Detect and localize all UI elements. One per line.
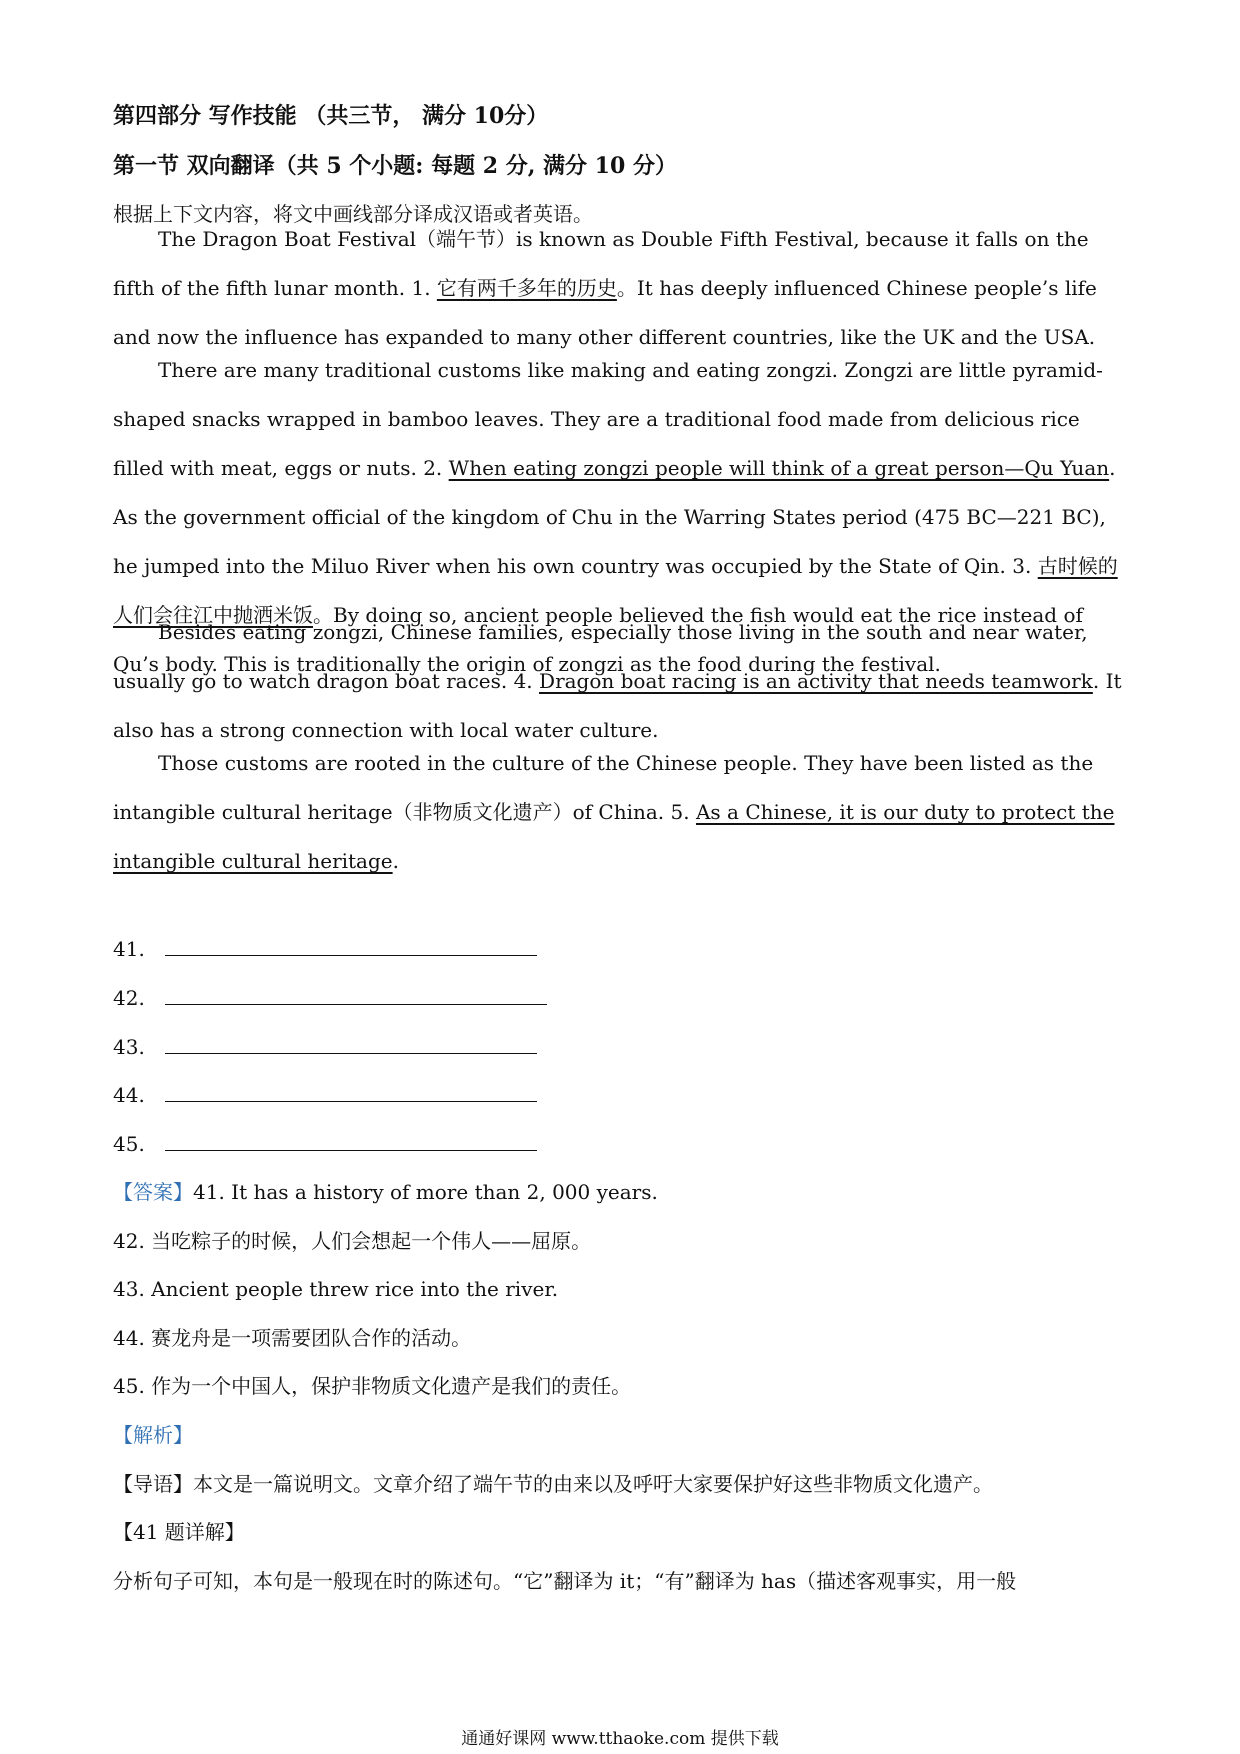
paragraph-2: There are many traditional customs like making and eating zongzi. Zongzi are little pyramid-shaped snacks wrapped in bamboo leaves. They are a traditional food made from delicious rice filled with meat, eggs or nuts. 2. When eating zongzi people will think of a great person—Qu Yuan. As the government official of the kingdom of Chu in the Warring States period (475 BC—221 BC), he jumped into the Miluo River when his own country was occupied by the State of Qin. 3. 古时候的人们会往江中抛洒米饭。By doing so, ancient people believed the fish would eat the rice instead of Qu’s body. This is traditionally the origin of zongzi as the food during the festival. bbox=[113, 358, 1118, 676]
blank-45: 45. bbox=[113, 1132, 537, 1156]
underlined-sentence-5: As a Chinese, it is our duty to protect the intangible cultural heritage bbox=[113, 800, 1115, 873]
blank-43: 43. bbox=[113, 1035, 537, 1059]
section-title: 第四部分 写作技能 （共三节， 满分 10分） bbox=[113, 103, 549, 129]
answer-line[interactable] bbox=[165, 986, 547, 1005]
answer-45: 45. 作为一个中国人，保护非物质文化遗产是我们的责任。 bbox=[113, 1374, 632, 1398]
answer-43: 43. Ancient people threw rice into the river. bbox=[113, 1277, 559, 1301]
underlined-sentence-3: 古时候的人们会往江中抛洒米饭 bbox=[113, 554, 1118, 627]
blank-41: 41. bbox=[113, 937, 537, 961]
paragraph-1: The Dragon Boat Festival（端午节）is known as Double Fifth Festival, because it falls on the fifth of the fifth lunar month. 1. 它有两千多年的历史。It has deeply influenced Chinese people’s life and now the influence has expanded to many other different countries, like the UK and the USA. bbox=[113, 227, 1097, 349]
analysis-tag: 【解析】 bbox=[113, 1423, 193, 1447]
q41-tag: 【41 题详解】 bbox=[113, 1520, 245, 1544]
answer-line[interactable] bbox=[165, 1035, 537, 1054]
answer-line[interactable] bbox=[165, 1083, 537, 1102]
sub-title: 第一节 双向翻译（共 5 个小题: 每题 2 分, 满分 10 分） bbox=[113, 153, 677, 179]
answer-line[interactable] bbox=[165, 1132, 537, 1151]
answer-41: 【答案】41. It has a history of more than 2, 000 years. bbox=[113, 1180, 658, 1204]
underlined-sentence-1: 它有两千多年的历史 bbox=[436, 276, 617, 300]
answer-44: 44. 赛龙舟是一项需要团队合作的活动。 bbox=[113, 1326, 472, 1350]
blank-44: 44. bbox=[113, 1083, 537, 1107]
underlined-sentence-2: When eating zongzi people will think of a great person—Qu Yuan bbox=[448, 456, 1110, 480]
paragraph-3: Besides eating zongzi, Chinese families, especially those living in the south and near water, usually go to watch dragon boat races. 4. Dragon boat racing is an activity that needs teamwork. It also has a strong connection with local water culture. bbox=[113, 620, 1122, 742]
blank-42: 42. bbox=[113, 986, 547, 1010]
guide-text: 【导语】本文是一篇说明文。文章介绍了端午节的由来以及呼吁大家要保护好这些非物质文化遗产。 bbox=[113, 1472, 993, 1496]
q41-detail: 分析句子可知，本句是一般现在时的陈述句。“它”翻译为 it；“有”翻译为 has（描述客观事实，用一般 bbox=[113, 1569, 1017, 1593]
instruction: 根据上下文内容，将文中画线部分译成汉语或者英语。 bbox=[113, 202, 593, 226]
answer-line[interactable] bbox=[165, 937, 537, 956]
page-footer: 通通好课网 www.tthaoke.com 提供下载 bbox=[461, 1729, 779, 1749]
answer-42: 42. 当吃粽子的时候，人们会想起一个伟人——屈原。 bbox=[113, 1229, 592, 1253]
answer-tag: 【答案】 bbox=[113, 1180, 193, 1204]
paragraph-4: Those customs are rooted in the culture of the Chinese people. They have been listed as the intangible cultural heritage（非物质文化遗产）of China. 5. As a Chinese, it is our duty to protect the intangible cultural heritage. bbox=[113, 751, 1115, 873]
underlined-sentence-4: Dragon boat racing is an activity that needs teamwork bbox=[539, 669, 1093, 693]
